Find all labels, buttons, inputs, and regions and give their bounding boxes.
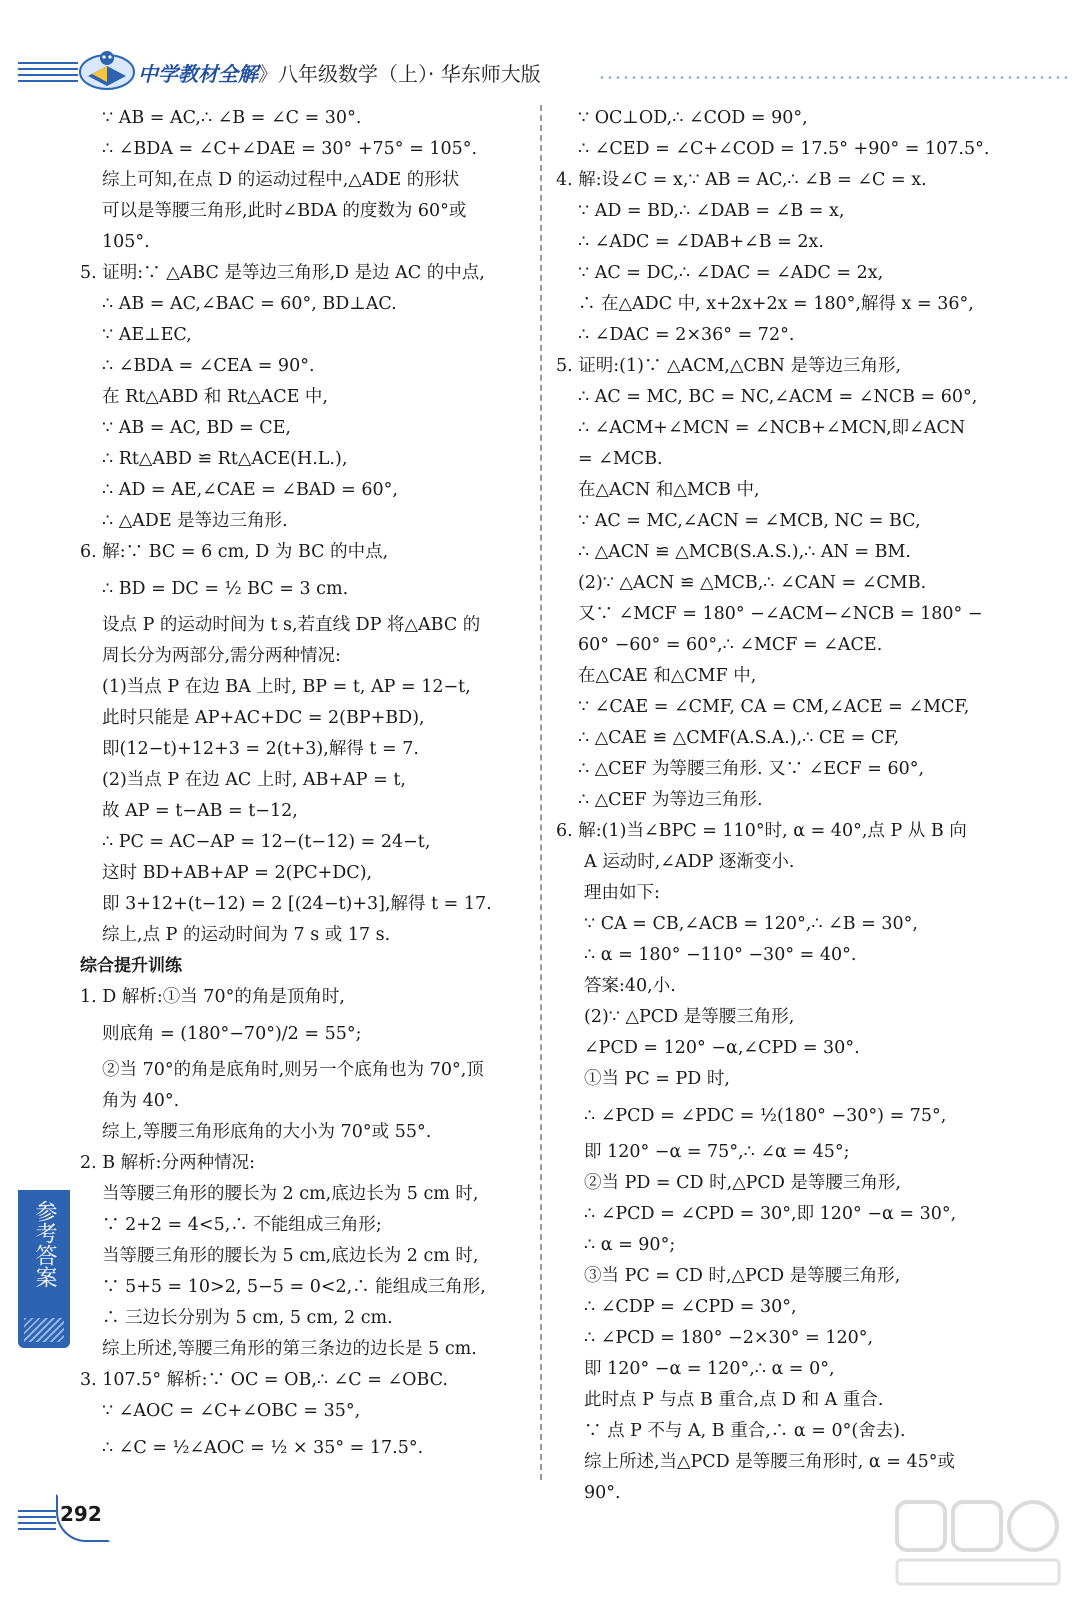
text-line: 5. 证明:∵ △ABC 是等边三角形,D 是边 AC 的中点, bbox=[80, 263, 485, 283]
text-line: 当等腰三角形的腰长为 2 cm,底边长为 5 cm 时, bbox=[102, 1184, 479, 1204]
text-line: 此时只能是 AP+AC+DC = 2(BP+BD), bbox=[102, 708, 425, 728]
text-line: (2)∵ △ACN ≌ △MCB,∴ ∠CAN = ∠CMB. bbox=[578, 573, 927, 593]
text-line: ∴ BD = DC = ½ BC = 3 cm. bbox=[102, 579, 349, 599]
header-brand: 中学教材全解 bbox=[138, 62, 258, 86]
text-line: ∵ 5+5 = 10>2, 5−5 = 0<2,∴ 能组成三角形, bbox=[102, 1277, 486, 1297]
text-line: 角为 40°. bbox=[102, 1091, 180, 1111]
text-line: ∵ CA = CB,∠ACB = 120°,∴ ∠B = 30°, bbox=[584, 914, 918, 934]
text-line: ∴ ∠PCD = 180° −2×30° = 120°, bbox=[584, 1328, 874, 1348]
text-line: ∵ AC = DC,∴ ∠DAC = ∠ADC = 2x, bbox=[578, 263, 884, 283]
column-divider bbox=[540, 105, 542, 1480]
text-line: ∴ ∠C = ½∠AOC = ½ × 35° = 17.5°. bbox=[102, 1438, 424, 1458]
text-line: 综上,点 P 的运动时间为 7 s 或 17 s. bbox=[102, 925, 391, 945]
text-line: ∴ ∠BDA = ∠CEA = 90°. bbox=[102, 356, 315, 376]
text-line: 此时点 P 与点 B 重合,点 D 和 A 重合. bbox=[584, 1390, 884, 1410]
text-line: ∴ ∠PCD = ∠PDC = ½(180° −30°) = 75°, bbox=[584, 1106, 947, 1126]
text-line: 90°. bbox=[584, 1483, 621, 1503]
header-subtitle: 》八年级数学（上）· 华东师大版 bbox=[258, 62, 541, 86]
text-line: ∵ AD = BD,∴ ∠DAB = ∠B = x, bbox=[578, 201, 845, 221]
text-line: 周长分为两部分,需分两种情况: bbox=[102, 646, 341, 666]
text-line: (1)当点 P 在边 BA 上时, BP = t, AP = 12−t, bbox=[102, 677, 471, 697]
text-line: ③当 PC = CD 时,△PCD 是等腰三角形, bbox=[584, 1266, 901, 1286]
text-line: ∴ △CEF 为等腰三角形. 又∵ ∠ECF = 60°, bbox=[578, 759, 925, 779]
footer-stripes bbox=[18, 1510, 56, 1530]
text-line: 在△ACN 和△MCB 中, bbox=[578, 480, 760, 500]
text-line: ∴ Rt△ABD ≌ Rt△ACE(H.L.), bbox=[102, 449, 348, 469]
text-line: 综上所述,等腰三角形的第三条边的边长是 5 cm. bbox=[102, 1339, 477, 1359]
text-line: ∴ ∠DAC = 2×36° = 72°. bbox=[578, 325, 795, 345]
text-line: A 运动时,∠ADP 逐渐变小. bbox=[584, 852, 795, 872]
text-line: ∴ △CAE ≌ △CMF(A.S.A.),∴ CE = CF, bbox=[578, 728, 900, 748]
text-line: 即 120° −α = 75°,∴ ∠α = 45°; bbox=[584, 1142, 850, 1162]
text-line: 综上可知,在点 D 的运动过程中,△ADE 的形状 bbox=[102, 170, 460, 190]
text-line: 即(12−t)+12+3 = 2(t+3),解得 t = 7. bbox=[102, 739, 419, 759]
text-line: ∴ ∠BDA = ∠C+∠DAE = 30° +75° = 105°. bbox=[102, 139, 478, 159]
text-line: 即 3+12+(t−12) = 2 [(24−t)+3],解得 t = 17. bbox=[102, 894, 492, 914]
text-line: 又∵ ∠MCF = 180° −∠ACM−∠NCB = 180° − bbox=[578, 604, 983, 624]
text-line: 6. 解:(1)当∠BPC = 110°时, α = 40°,点 P 从 B 向 bbox=[556, 821, 967, 841]
text-line: 105°. bbox=[102, 232, 150, 252]
text-line: ∴ ∠ACM+∠MCN = ∠NCB+∠MCN,即∠ACN bbox=[578, 418, 966, 438]
text-line: ∵ AB = AC,∴ ∠B = ∠C = 30°. bbox=[102, 108, 362, 128]
text-line: ∴ △CEF 为等边三角形. bbox=[578, 790, 763, 810]
text-line: 1. D 解析:①当 70°的角是顶角时, bbox=[80, 987, 345, 1007]
text-line: 当等腰三角形的腰长为 5 cm,底边长为 2 cm 时, bbox=[102, 1246, 479, 1266]
text-line: ∵ 点 P 不与 A, B 重合,∴ α = 0°(舍去). bbox=[584, 1421, 906, 1441]
text-line: ∠PCD = 120° −α,∠CPD = 30°. bbox=[584, 1038, 860, 1058]
text-line: ②当 70°的角是底角时,则另一个底角也为 70°,顶 bbox=[102, 1060, 484, 1080]
text-line: 60° −60° = 60°,∴ ∠MCF = ∠ACE. bbox=[578, 635, 883, 655]
right-column bbox=[556, 103, 1026, 1509]
text-line: 在△CAE 和△CMF 中, bbox=[578, 666, 757, 686]
side-tab-label: 参考答案 bbox=[32, 1200, 57, 1288]
text-line: 故 AP = t−AB = t−12, bbox=[102, 801, 298, 821]
text-line: 答案:40,小. bbox=[584, 976, 676, 996]
text-line: ∴ AD = AE,∠CAE = ∠BAD = 60°, bbox=[102, 480, 398, 500]
text-line: 综上,等腰三角形底角的大小为 70°或 55°. bbox=[102, 1122, 432, 1142]
page-number: 292 bbox=[60, 1502, 102, 1526]
text-line: = ∠MCB. bbox=[578, 449, 663, 469]
text-line: 设点 P 的运动时间为 t s,若直线 DP 将△ABC 的 bbox=[102, 615, 481, 635]
text-line: ∴ α = 180° −110° −30° = 40°. bbox=[584, 945, 857, 965]
text-line: 3. 107.5° 解析:∵ OC = OB,∴ ∠C = ∠OBC. bbox=[80, 1370, 448, 1390]
text-line: ∵ 2+2 = 4<5,∴ 不能组成三角形; bbox=[102, 1215, 382, 1235]
text-line: ∴ AB = AC,∠BAC = 60°, BD⊥AC. bbox=[102, 294, 397, 314]
text-line: ∵ AB = AC, BD = CE, bbox=[102, 418, 291, 438]
text-line: 4. 解:设∠C = x,∵ AB = AC,∴ ∠B = ∠C = x. bbox=[556, 170, 927, 190]
book-logo-icon bbox=[78, 46, 136, 92]
text-line: ∵ ∠CAE = ∠CMF, CA = CM,∠ACE = ∠MCF, bbox=[578, 697, 970, 717]
text-line: ∵ AE⊥EC, bbox=[102, 325, 192, 345]
text-line: 则底角 = (180°−70°)/2 = 55°; bbox=[102, 1024, 362, 1044]
text-line: ∴ △ACN ≌ △MCB(S.A.S.),∴ AN = BM. bbox=[578, 542, 911, 562]
section-heading: 综合提升训练 bbox=[80, 956, 182, 976]
text-line: (2)当点 P 在边 AC 上时, AB+AP = t, bbox=[102, 770, 406, 790]
header-stripes bbox=[18, 62, 78, 86]
header-dots bbox=[598, 76, 1068, 79]
text-line: 2. B 解析:分两种情况: bbox=[80, 1153, 255, 1173]
side-tab bbox=[18, 1190, 70, 1348]
page-header bbox=[0, 40, 1089, 100]
text-line: 5. 证明:(1)∵ △ACM,△CBN 是等边三角形, bbox=[556, 356, 902, 376]
text-line: ∴ △ADE 是等边三角形. bbox=[102, 511, 288, 531]
text-line: ∵ AC = MC,∠ACN = ∠MCB, NC = BC, bbox=[578, 511, 921, 531]
text-line: 6. 解:∵ BC = 6 cm, D 为 BC 的中点, bbox=[80, 542, 389, 562]
text-line: ∴ ∠PCD = ∠CPD = 30°,即 120° −α = 30°, bbox=[584, 1204, 957, 1224]
watermark-logo bbox=[893, 1498, 1063, 1590]
left-column bbox=[80, 103, 530, 1469]
text-line: ∵ OC⊥OD,∴ ∠COD = 90°, bbox=[578, 108, 808, 128]
text-line: (2)∵ △PCD 是等腰三角形, bbox=[584, 1007, 795, 1027]
text-line: ∴ ∠ADC = ∠DAB+∠B = 2x. bbox=[578, 232, 824, 252]
text-line: ②当 PD = CD 时,△PCD 是等腰三角形, bbox=[584, 1173, 901, 1193]
text-line: ∴ ∠CED = ∠C+∠COD = 17.5° +90° = 107.5°. bbox=[578, 139, 990, 159]
text-line: ①当 PC = PD 时, bbox=[584, 1069, 730, 1089]
text-line: 理由如下: bbox=[584, 883, 660, 903]
header-title bbox=[138, 58, 541, 87]
side-tab-hatch bbox=[24, 1318, 64, 1342]
text-line: ∴ ∠CDP = ∠CPD = 30°, bbox=[584, 1297, 797, 1317]
text-line: ∵ ∠AOC = ∠C+∠OBC = 35°, bbox=[102, 1401, 361, 1421]
text-line: 即 120° −α = 120°,∴ α = 0°, bbox=[584, 1359, 835, 1379]
text-line: ∴ 三边长分别为 5 cm, 5 cm, 2 cm. bbox=[102, 1308, 393, 1328]
text-line: 这时 BD+AB+AP = 2(PC+DC), bbox=[102, 863, 373, 883]
text-line: 综上所述,当△PCD 是等腰三角形时, α = 45°或 bbox=[584, 1452, 956, 1472]
text-line: ∴ PC = AC−AP = 12−(t−12) = 24−t, bbox=[102, 832, 431, 852]
text-line: 在 Rt△ABD 和 Rt△ACE 中, bbox=[102, 387, 328, 407]
text-line: ∴ 在△ADC 中, x+2x+2x = 180°,解得 x = 36°, bbox=[578, 294, 974, 314]
text-line: ∴ α = 90°; bbox=[584, 1235, 676, 1255]
text-line: 可以是等腰三角形,此时∠BDA 的度数为 60°或 bbox=[102, 201, 467, 221]
text-line: ∴ AC = MC, BC = NC,∠ACM = ∠NCB = 60°, bbox=[578, 387, 978, 407]
